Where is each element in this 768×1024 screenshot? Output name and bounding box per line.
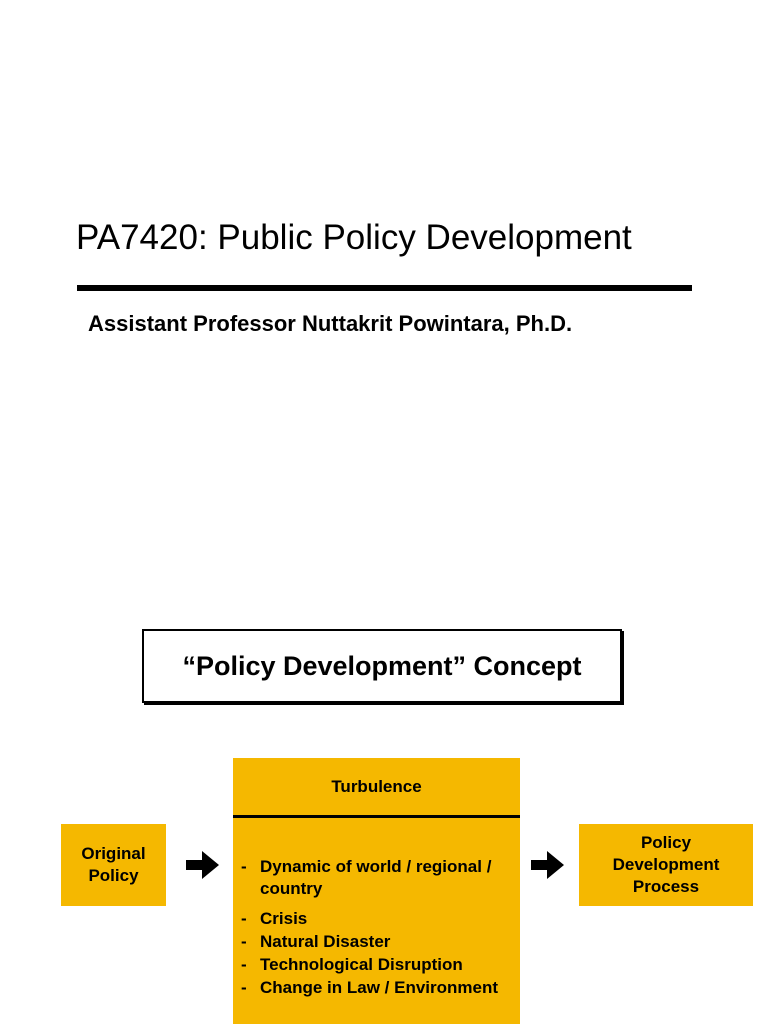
author-subtitle: Assistant Professor Nuttakrit Powintara, Ph.D. [88,311,573,336]
list-item-text: Technological Disruption [260,955,463,974]
title-underline [77,285,692,291]
list-item [241,908,512,930]
list-item-text: Natural Disaster [260,932,391,951]
bullet-dash: - [241,857,247,876]
list-item-text: Dynamic of world / regional / country [260,857,492,898]
arrow-right-icon [186,850,220,880]
list-item-text: Crisis [260,909,308,928]
original-policy-box [61,824,166,906]
bullet-dash: - [241,909,247,928]
bullet-dash: - [241,978,247,997]
policy-development-process-label: Policy Development Process [612,833,720,896]
page-title: PA7420: Public Policy Development [76,218,632,257]
list-item [241,931,512,953]
arrow-right-icon [531,850,565,880]
list-item-text: Change in Law / Environment [260,978,499,997]
concept-title-box [142,629,622,703]
original-policy-label: Original Policy [81,844,146,885]
turbulence-list [241,856,512,999]
policy-development-process-box [579,824,753,906]
list-item [241,856,512,900]
turbulence-heading: Turbulence [331,777,422,796]
bullet-dash: - [241,955,247,974]
turbulence-factors-box [233,818,520,1024]
list-item [241,954,512,976]
list-item [241,977,512,999]
concept-title: “Policy Development” Concept [182,650,582,681]
turbulence-heading-box [233,758,520,816]
bullet-dash: - [241,932,247,951]
